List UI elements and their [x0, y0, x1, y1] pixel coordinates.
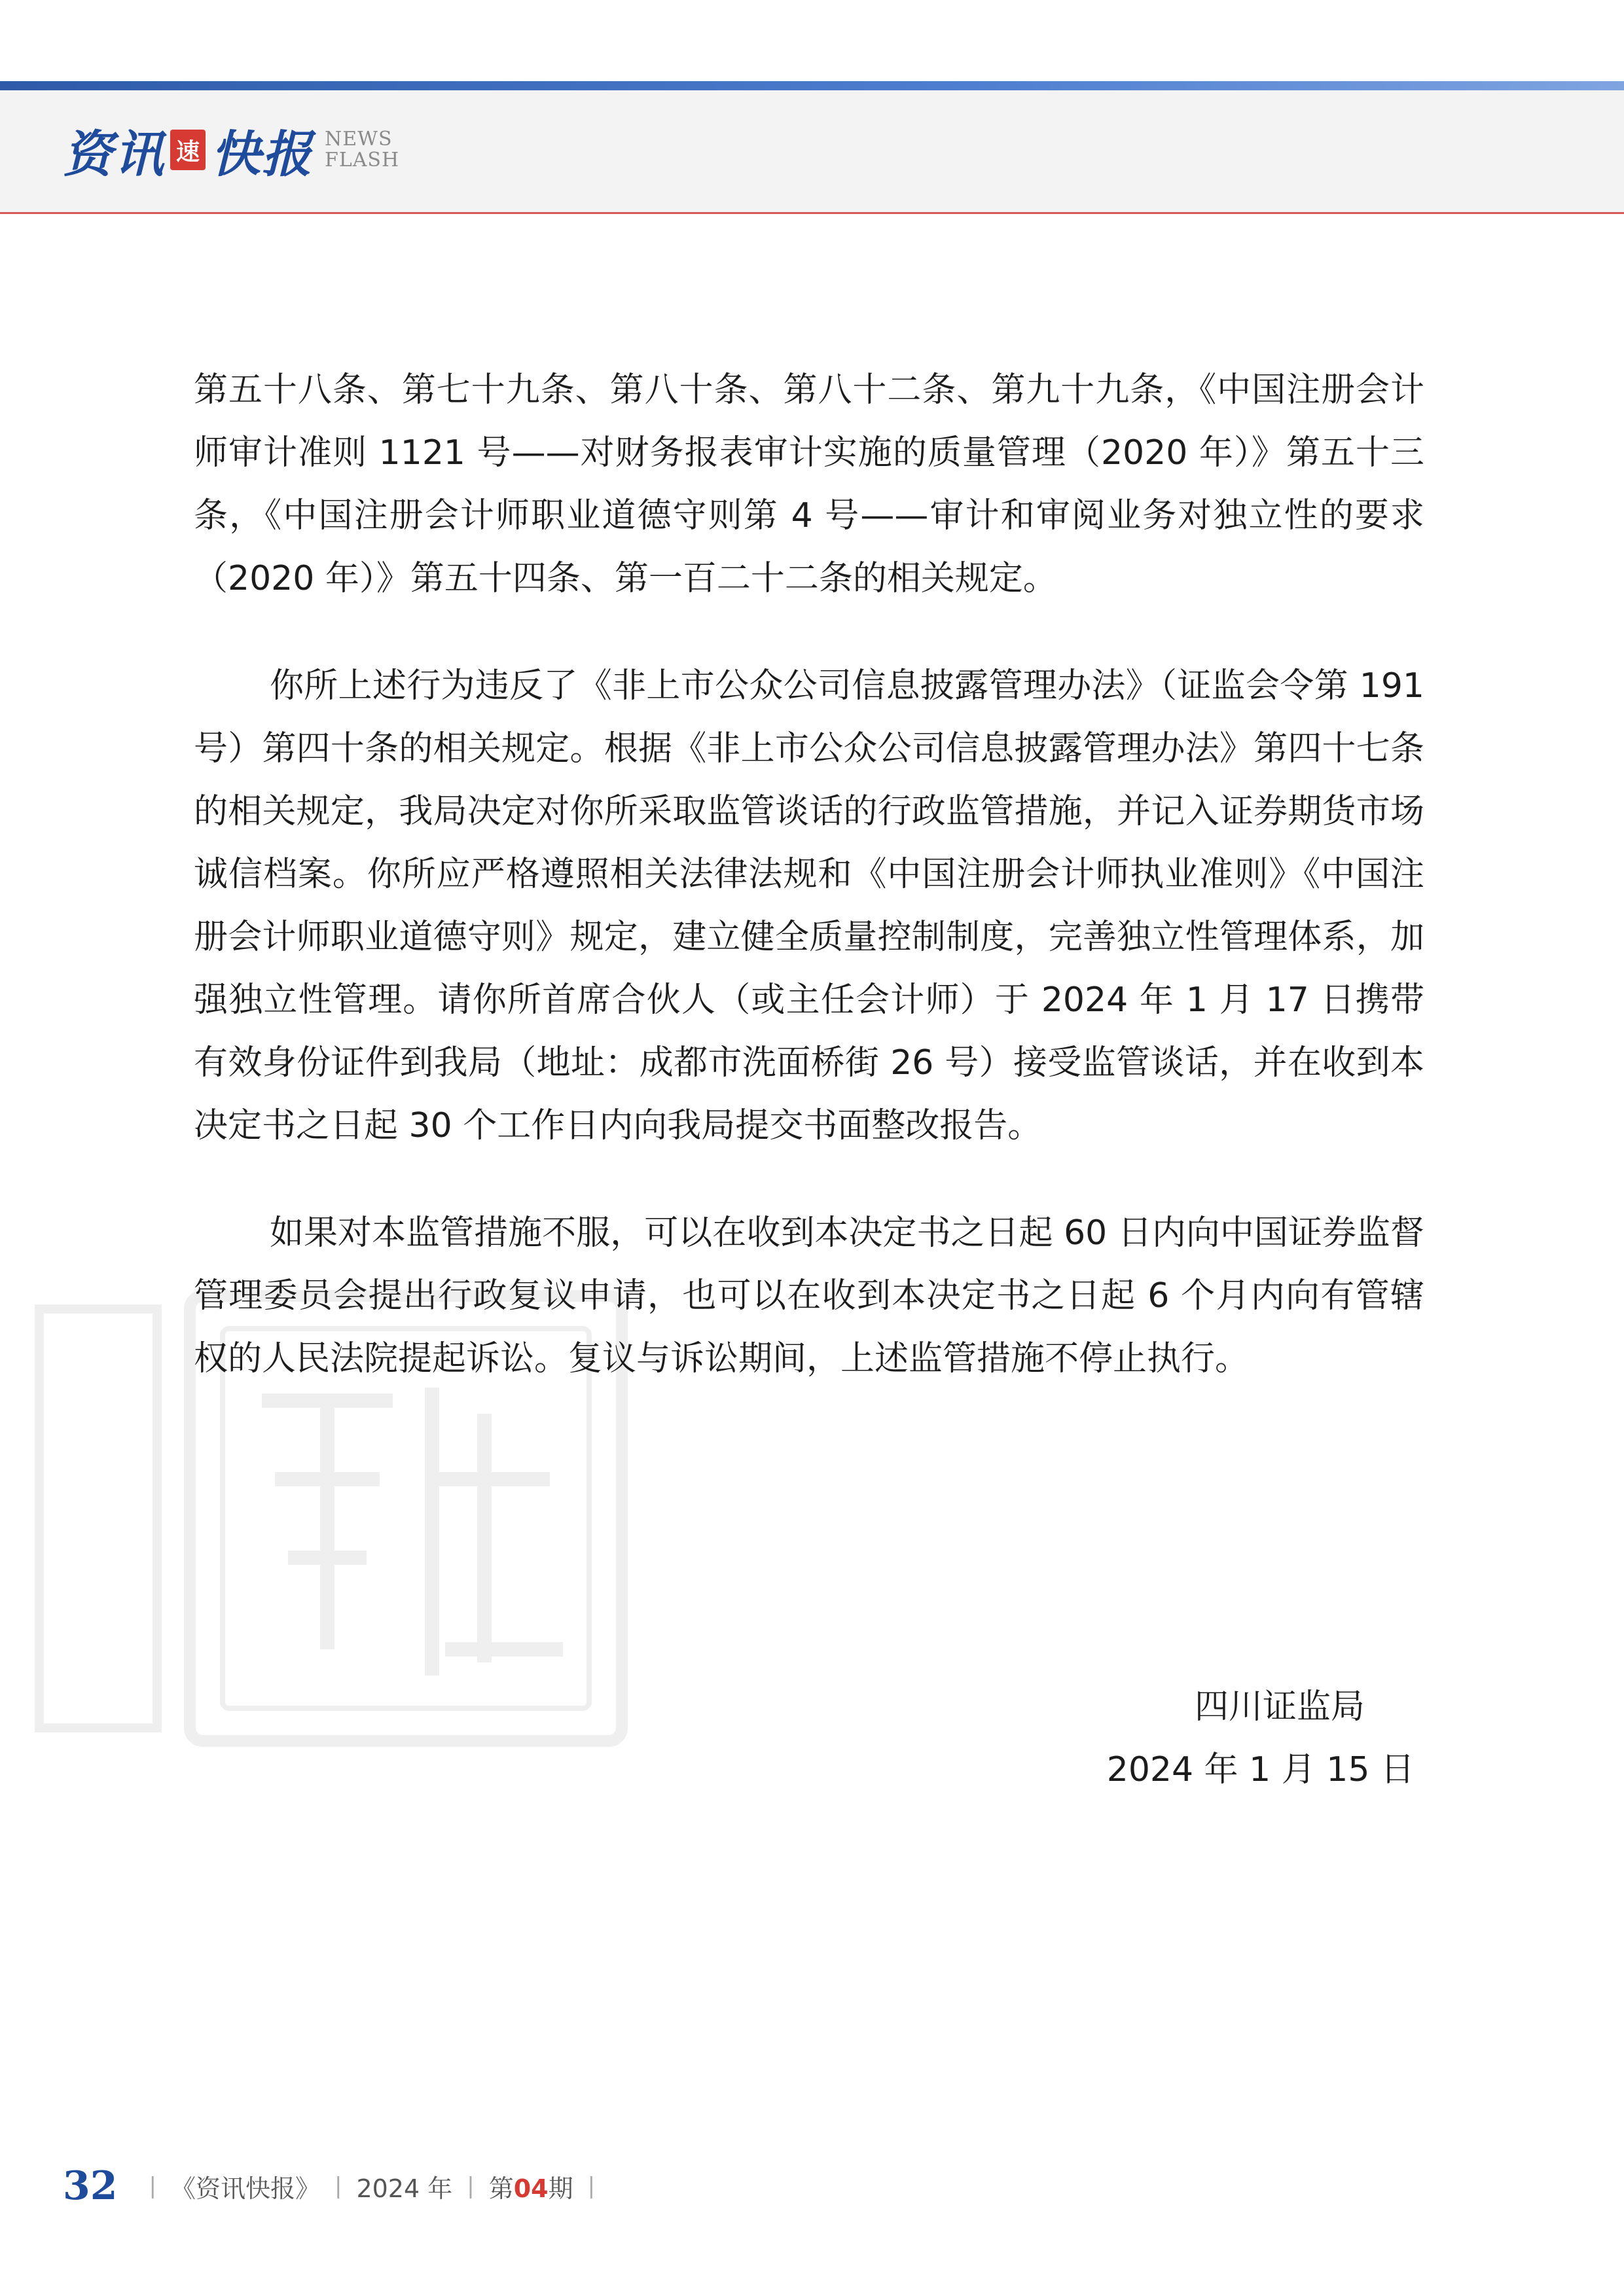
footer-divider: | — [149, 2173, 156, 2199]
footer-divider: | — [587, 2173, 596, 2199]
logo-text-part1: 资讯 — [63, 124, 165, 183]
header-accent-bar — [0, 81, 1624, 90]
footer-issue-prefix: 第 — [488, 2174, 514, 2203]
footer-issue-number: 04 — [513, 2174, 549, 2203]
footer-divider: | — [334, 2173, 342, 2199]
logo-text-part2: 快报 — [211, 124, 313, 183]
paragraph-3: 如果对本监管措施不服，可以在收到本决定书之日起 60 日内向中国证券监督管理委员会提出行政复议申请，也可以在收到本决定书之日起 6 个月内向有管辖权的人民法院提起诉讼。复议与诉讼期间，上述监管措施不停止执行。 — [194, 1213, 1424, 1378]
footer-publication: 《资讯快报》 — [170, 2174, 320, 2203]
logo-seal-icon: 速 — [170, 130, 206, 170]
document-body — [194, 359, 1424, 1435]
signature-block — [1107, 1676, 1415, 1801]
logo-english — [325, 129, 399, 171]
paragraph-2: 你所上述行为违反了《非上市公众公司信息披露管理办法》（证监会令第 191 号）第四十条的相关规定。根据《非上市公众公司信息披露管理办法》第四十七条的相关规定，我局决定对你所采取监管谈话的行政监管措施，并记入证券期货市场诚信档案。你所应严格遵照相关法律法规和《中国注册会计师执业准则》《中国注册会计师职业道德守则》规定，建立健全质量控制制度，完善独立性管理体系，加强独立性管理。请你所首席合伙人（或主任会计师）于 2024 年 1 月 17 日携带有效身份证件到我局（地址：成都市洗面桥街 26 号）接受监管谈话，并在收到本决定书之日起 30 个工作日内向我局提交书面整改报告。 — [194, 666, 1424, 1145]
page-footer — [63, 2160, 609, 2212]
footer-year: 2024 年 — [356, 2174, 453, 2203]
paragraph-1: 第五十八条、第七十九条、第八十条、第八十二条、第九十九条，《中国注册会计师审计准则 1121 号——对财务报表审计实施的质量管理（2020 年）》第五十三条，《中国注册会计师职业道德守则第 4 号——审计和审阅业务对独立性的要求（2020 年）》第五十四条、第一百二十二条的相关规定。 — [194, 370, 1424, 598]
logo-english-line1: NEWS — [325, 128, 393, 151]
page-header — [0, 90, 1624, 214]
footer-issue-suffix: 期 — [548, 2174, 573, 2203]
issue-date: 2024 年 1 月 15 日 — [1106, 1750, 1415, 1789]
logo-english-line2: FLASH — [325, 149, 400, 171]
publication-logo — [63, 114, 399, 186]
footer-issue — [489, 2168, 573, 2204]
footer-divider: | — [467, 2173, 475, 2199]
issuing-authority: 四川证监局 — [1194, 1687, 1365, 1727]
page-number: 32 — [63, 2163, 118, 2209]
